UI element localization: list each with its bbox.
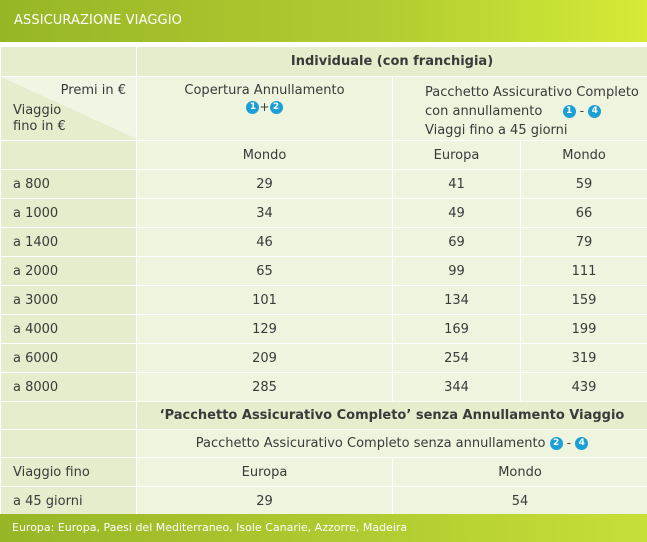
table-row — [1, 286, 647, 315]
col-header-annullamento — [137, 77, 393, 141]
value-mondo: 54 — [393, 487, 647, 516]
section2-title: ‘Pacchetto Assicurativo Completo’ senza Annullamento Viaggio — [137, 402, 647, 430]
page-title: ASSICURAZIONE VIAGGIO — [0, 0, 647, 42]
badge-2-icon: 2 — [550, 437, 563, 450]
corner-bottom-label: Viaggio fino in € — [13, 103, 66, 134]
row-label: a 800 — [1, 170, 137, 199]
section2-row-header: Viaggio fino — [1, 458, 137, 487]
table-row — [1, 315, 647, 344]
table-row — [1, 199, 647, 228]
value-europa: 29 — [137, 487, 393, 516]
value-pacchetto-europa: 49 — [393, 199, 521, 228]
value-annullamento-mondo: 65 — [137, 257, 393, 286]
value-pacchetto-europa: 344 — [393, 373, 521, 402]
row-label: a 45 giorni — [1, 487, 137, 516]
col-b-line3: Viaggi fino a 45 giorni — [425, 123, 568, 138]
section2-subtitle: Pacchetto Assicurativo Completo senza annullamento — [195, 436, 546, 451]
section1-title: Individuale (con franchigia) — [137, 47, 647, 77]
table-row — [1, 487, 647, 516]
badge-connector: - — [566, 436, 572, 450]
value-annullamento-mondo: 101 — [137, 286, 393, 315]
subheader-mondo-b: Mondo — [521, 141, 647, 170]
table-row — [1, 373, 647, 402]
badge-connector: - — [579, 104, 585, 118]
value-annullamento-mondo: 129 — [137, 315, 393, 344]
table-row — [1, 344, 647, 373]
col-b-line1: Pacchetto Assicurativo Completo — [425, 85, 639, 100]
value-pacchetto-mondo: 319 — [521, 344, 647, 373]
col-b-line2: con annullamento — [425, 104, 543, 119]
value-pacchetto-europa: 169 — [393, 315, 521, 344]
value-pacchetto-europa: 99 — [393, 257, 521, 286]
row-label: a 4000 — [1, 315, 137, 344]
row-label: a 6000 — [1, 344, 137, 373]
footer-note: Europa: Europa, Paesi del Mediterraneo, Isole Canarie, Azzorre, Madeira — [0, 514, 647, 542]
value-pacchetto-mondo: 111 — [521, 257, 647, 286]
badge-4-icon: 4 — [575, 437, 588, 450]
section2-col-mondo: Mondo — [393, 458, 647, 487]
row-label: a 2000 — [1, 257, 137, 286]
value-annullamento-mondo: 209 — [137, 344, 393, 373]
badge-connector: + — [259, 100, 270, 114]
section2-col-europa: Europa — [137, 458, 393, 487]
premium-table — [0, 46, 647, 516]
row-label: a 3000 — [1, 286, 137, 315]
corner-top-label: Premi in € — [60, 83, 126, 98]
subheader-mondo-a: Mondo — [137, 141, 393, 170]
row-label: a 8000 — [1, 373, 137, 402]
value-pacchetto-europa: 69 — [393, 228, 521, 257]
value-pacchetto-mondo: 439 — [521, 373, 647, 402]
value-annullamento-mondo: 34 — [137, 199, 393, 228]
table-row — [1, 228, 647, 257]
value-pacchetto-mondo: 59 — [521, 170, 647, 199]
value-pacchetto-europa: 254 — [393, 344, 521, 373]
table-row — [1, 257, 647, 286]
value-pacchetto-mondo: 79 — [521, 228, 647, 257]
value-pacchetto-mondo: 199 — [521, 315, 647, 344]
value-pacchetto-mondo: 159 — [521, 286, 647, 315]
badge-1-icon: 1 — [563, 105, 576, 118]
value-pacchetto-mondo: 66 — [521, 199, 647, 228]
value-pacchetto-europa: 134 — [393, 286, 521, 315]
row-label: a 1000 — [1, 199, 137, 228]
col-a-label: Copertura Annullamento — [184, 83, 345, 98]
value-annullamento-mondo: 46 — [137, 228, 393, 257]
value-pacchetto-europa: 41 — [393, 170, 521, 199]
section2-subtitle-cell — [137, 430, 647, 458]
corner-header — [1, 77, 137, 141]
row-label: a 1400 — [1, 228, 137, 257]
badge-1-icon: 1 — [246, 101, 259, 114]
subheader-europa-b: Europa — [393, 141, 521, 170]
col-header-pacchetto — [393, 77, 647, 141]
value-annullamento-mondo: 29 — [137, 170, 393, 199]
badge-2-icon: 2 — [270, 101, 283, 114]
table-row — [1, 170, 647, 199]
badge-4-icon: 4 — [588, 105, 601, 118]
value-annullamento-mondo: 285 — [137, 373, 393, 402]
